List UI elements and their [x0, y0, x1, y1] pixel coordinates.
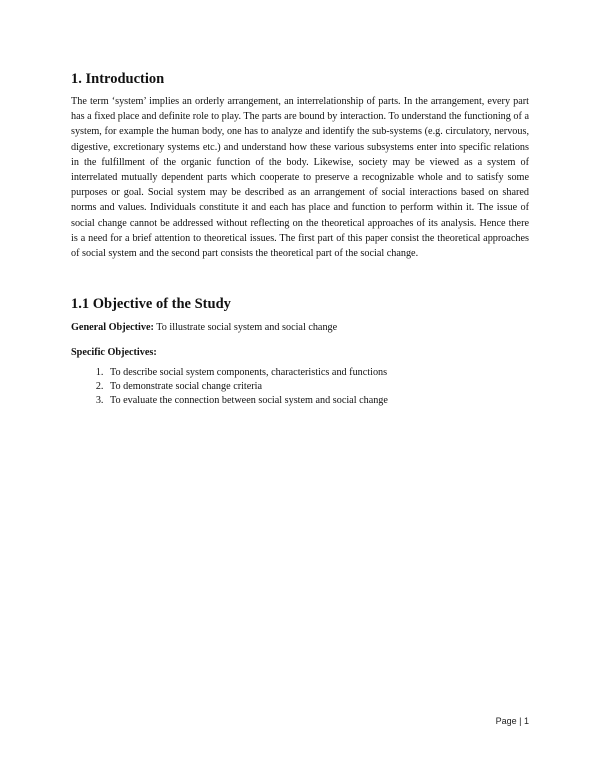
objective-heading: 1.1 Objective of the Study — [71, 296, 231, 313]
page-number: Page | 1 — [495, 716, 529, 726]
list-item: 1. To describe social system components, characteristics and functions — [106, 366, 529, 380]
general-objective-text: To illustrate social system and social change — [153, 322, 338, 334]
introduction-heading: 1. Introduction — [71, 71, 165, 87]
list-item: 2. To demonstrate social change criteria — [106, 380, 529, 394]
general-objective — [71, 320, 529, 335]
introduction-paragraph: The term ‘system’ implies an orderly arrangement, an interrelationship of parts. In the arrangement, every part has a fixed place and definite role to play. The parts are bound by interaction. To understand the functioning of a system, for example the human body, one has to analyze and identify the sub-systems (e.g. circulatory, nervous, digestive, excretionary systems etc.) and understand how these various subsystems enter into specific relations in the fulfillment of the organic function of the body. Likewise, society may be viewed as a system of interrelated mutually dependent parts which cooperate to preserve a recognizable whole and to satisfy some purposes or goal. Social system may be described as an arrangement of social interactions based on shared norms and values. Individuals constitute it and each has place and function to perform within it. The issue of social change cannot be addressed without reflecting on the theoretical approaches of its analysis. Hence there is a need for a brief attention to theoretical issues. The first part of this paper consist the theoretical approaches of social system and the second part consists the theoretical part of the social change. — [71, 96, 529, 260]
specific-objectives-list — [71, 366, 529, 408]
specific-objectives-heading: Specific Objectives: — [71, 347, 157, 359]
list-item: 3. To evaluate the connection between social system and social change — [106, 394, 529, 408]
general-objective-label: General Objective: — [71, 322, 154, 334]
page-content — [71, 70, 529, 408]
